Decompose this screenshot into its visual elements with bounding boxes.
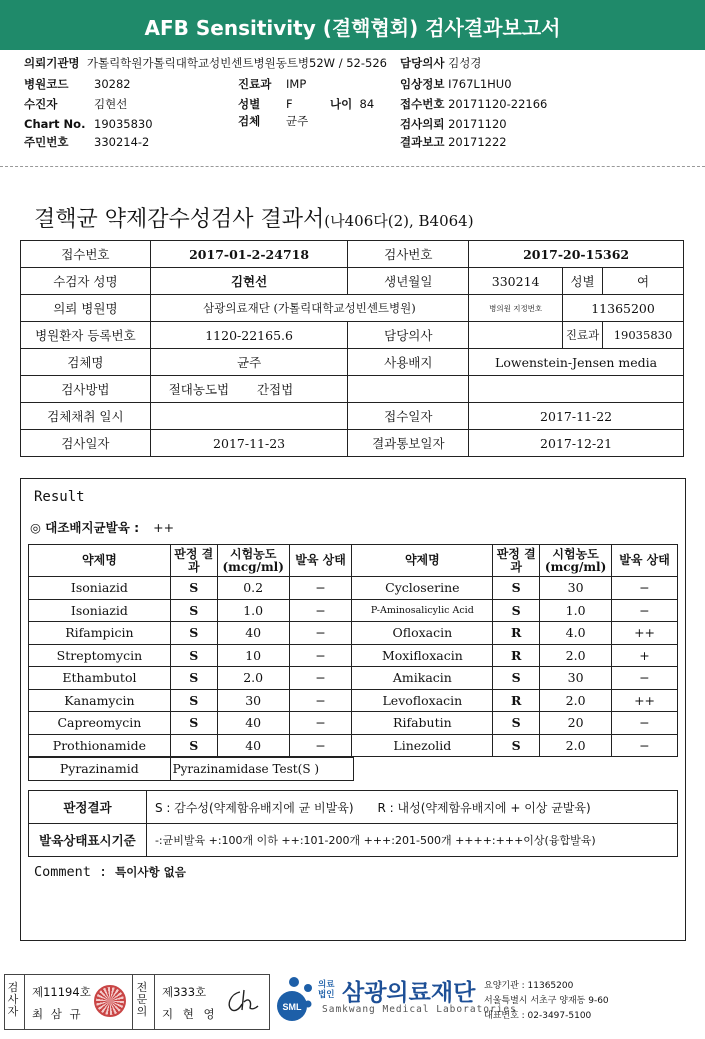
header-judge: 판정 결과 xyxy=(170,545,217,577)
form-label: 검사일자 xyxy=(21,430,151,457)
drug-judge-cell: S xyxy=(493,599,540,622)
drug-row xyxy=(29,599,678,622)
org-prefix: 의료법인 xyxy=(318,980,335,1000)
result-label: Result xyxy=(34,489,85,505)
org-name: 삼광의료재단 xyxy=(342,980,476,1006)
form-designated: 11365200 xyxy=(563,295,684,322)
header-conc: 시험농도 (mcg/ml) xyxy=(540,545,612,577)
drug-judge-cell: S xyxy=(170,599,217,622)
form-label: 접수번호 xyxy=(21,241,151,268)
info-patient: 수진자 xyxy=(24,97,58,111)
drug-conc-cell: 10 xyxy=(217,644,289,667)
drug-judge-cell: S xyxy=(493,734,540,757)
form-empty xyxy=(348,376,469,403)
report-header xyxy=(0,0,705,48)
form-label: 검체명 xyxy=(21,349,151,376)
drug-conc-cell: 2.0 xyxy=(540,734,612,757)
dashed-separator xyxy=(0,166,705,167)
drug-row xyxy=(29,622,678,645)
drug-drug-cell: Ethambutol xyxy=(29,667,171,690)
drug-drug-cell: Streptomycin xyxy=(29,644,171,667)
drug-conc-cell: 1.0 xyxy=(540,599,612,622)
drug-growth-cell: − xyxy=(612,712,678,735)
divider xyxy=(24,974,25,1030)
logo-text: SML xyxy=(282,1002,302,1012)
info-receipt-no: 접수번호 20171120-22166 xyxy=(400,97,548,111)
info-chart-no-value: 19035830 xyxy=(94,117,153,131)
drug-conc-cell: 40 xyxy=(217,712,289,735)
drug-drug-cell: Cycloserine xyxy=(352,577,493,600)
drug-judge-cell: S xyxy=(493,667,540,690)
info-hosp-code-value: 30282 xyxy=(94,77,131,91)
form-label: 의뢰 병원명 xyxy=(21,295,151,322)
drug-conc-cell: 2.0 xyxy=(540,644,612,667)
pza-test: Pyrazinamidase Test(S ) xyxy=(170,758,353,781)
drug-growth-cell: − xyxy=(289,599,352,622)
drug-drug-cell: Isoniazid xyxy=(29,599,171,622)
form-label: 접수일자 xyxy=(348,403,469,430)
drug-drug-cell: Rifampicin xyxy=(29,622,171,645)
form-dept: 19035830 xyxy=(603,322,684,349)
form-label: 수검자 성명 xyxy=(21,268,151,295)
drug-conc-cell: 40 xyxy=(217,734,289,757)
form-label: 진료과 xyxy=(563,322,603,349)
drug-drug-cell: Linezolid xyxy=(352,734,493,757)
form-sex: 여 xyxy=(603,268,684,295)
drug-judge-cell: S xyxy=(170,689,217,712)
drug-growth-cell: − xyxy=(289,577,352,600)
drug-row xyxy=(29,667,678,690)
form-label: 검체채취 일시 xyxy=(21,403,151,430)
drug-drug-cell: Capreomycin xyxy=(29,712,171,735)
drug-conc-cell: 30 xyxy=(540,667,612,690)
form-label: 담당의사 xyxy=(348,322,469,349)
legend-judge-label: 판정결과 xyxy=(29,791,147,824)
header-conc: 시험농도 (mcg/ml) xyxy=(217,545,289,577)
drug-conc-cell: 30 xyxy=(217,689,289,712)
drug-judge-cell: R xyxy=(493,644,540,667)
form-name: 김현선 xyxy=(150,268,348,295)
specialist-name: 지 현 영 xyxy=(162,1007,218,1021)
info-clinical: 임상정보 I767L1HU0 xyxy=(400,77,512,91)
drug-judge-cell: S xyxy=(170,644,217,667)
drug-row xyxy=(29,734,678,757)
header-growth: 발육 상태 xyxy=(612,545,678,577)
drug-conc-cell: 20 xyxy=(540,712,612,735)
pza-table xyxy=(28,757,354,781)
drug-drug-cell: Amikacin xyxy=(352,667,493,690)
form-doctor xyxy=(469,322,563,349)
form-label: 병의원 지정번호 xyxy=(469,295,563,322)
drug-judge-cell: R xyxy=(493,622,540,645)
pza-drug: Pyrazinamid xyxy=(29,758,171,781)
drug-judge-cell: S xyxy=(170,734,217,757)
header-drug: 약제명 xyxy=(352,545,493,577)
drug-conc-cell: 0.2 xyxy=(217,577,289,600)
drug-growth-cell: − xyxy=(612,599,678,622)
info-sex-value: F xyxy=(286,97,293,111)
signature xyxy=(222,986,262,1016)
legend-judge-text: S : 감수성(약제함유배지에 균 비발육) R : 내성(약제함유배지에 + 이상 균발육) xyxy=(146,791,677,824)
form-specimen: 균주 xyxy=(150,349,348,376)
form-hospital: 삼광의료재단 (가톨릭대학교성빈센트병원) xyxy=(150,295,468,322)
inspector-label: 검사자 xyxy=(7,981,19,1018)
drug-growth-cell: − xyxy=(289,622,352,645)
info-age: 나이 84 xyxy=(330,97,375,111)
drug-conc-cell: 40 xyxy=(217,622,289,645)
inspector-no: 제11194호 xyxy=(32,985,91,999)
specialist-label: 전문의 xyxy=(136,981,148,1018)
header-judge: 판정 결과 xyxy=(493,545,540,577)
form-method: 절대농도법 간접법 xyxy=(150,376,348,403)
drug-judge-cell: R xyxy=(493,689,540,712)
info-institution: 의뢰기관명 가톨릭학원가톨릭대학교성빈센트병원동트병52W / 52-526 xyxy=(24,56,387,70)
drug-row xyxy=(29,689,678,712)
form-empty xyxy=(469,376,684,403)
info-specimen: 검체 xyxy=(238,114,261,128)
drug-row xyxy=(29,577,678,600)
info-sex: 성별 xyxy=(238,97,261,111)
document-title: 결핵균 약제감수성검사 결과서(나406다(2), B4064) xyxy=(34,207,474,232)
drug-conc-cell: 30 xyxy=(540,577,612,600)
drug-conc-cell: 2.0 xyxy=(217,667,289,690)
inspector-name: 최 삼 규 xyxy=(32,1007,83,1021)
drug-judge-cell: S xyxy=(493,577,540,600)
drug-row xyxy=(29,712,678,735)
drug-growth-cell: − xyxy=(612,577,678,600)
drug-drug-cell: Ofloxacin xyxy=(352,622,493,645)
drug-judge-cell: S xyxy=(170,667,217,690)
drug-row xyxy=(29,644,678,667)
drug-drug-cell: Kanamycin xyxy=(29,689,171,712)
form-label: 병원환자 등록번호 xyxy=(21,322,151,349)
drug-drug-cell: Isoniazid xyxy=(29,577,171,600)
drug-judge-cell: S xyxy=(170,712,217,735)
form-label: 사용배지 xyxy=(348,349,469,376)
info-chart-no: Chart No. xyxy=(24,117,86,131)
drug-drug-cell: Rifabutin xyxy=(352,712,493,735)
report-title: AFB Sensitivity (결핵협회) 검사결과보고서 xyxy=(144,16,561,40)
info-resident-no: 주민번호 xyxy=(24,135,69,149)
comment: Comment : 특이사항 없음 xyxy=(34,864,186,880)
specialist-no: 제333호 xyxy=(162,985,207,999)
form-label: 검사방법 xyxy=(21,376,151,403)
form-reg: 1120-22165.6 xyxy=(150,322,348,349)
drug-growth-cell: + xyxy=(612,644,678,667)
drug-drug-cell: P-Aminosalicylic Acid xyxy=(352,599,493,622)
info-patient-value: 김현선 xyxy=(94,97,128,111)
control-growth: ◎ 대조배지균발육 : ++ xyxy=(30,520,175,535)
drug-growth-cell: − xyxy=(612,667,678,690)
drug-conc-cell: 4.0 xyxy=(540,622,612,645)
form-test-date: 2017-11-23 xyxy=(150,430,348,457)
drug-growth-cell: − xyxy=(289,712,352,735)
drug-growth-cell: ++ xyxy=(612,689,678,712)
header-divider xyxy=(0,48,705,50)
drug-conc-cell: 1.0 xyxy=(217,599,289,622)
drug-judge-cell: S xyxy=(170,622,217,645)
form-birth: 330214 xyxy=(469,268,563,295)
drug-growth-cell: − xyxy=(289,734,352,757)
drug-drug-cell: Prothionamide xyxy=(29,734,171,757)
form-notify: 2017-12-21 xyxy=(469,430,684,457)
drug-growth-cell: − xyxy=(612,734,678,757)
drug-growth-cell: − xyxy=(289,644,352,667)
org-address: 서울특별시 서초구 양재동 9-60 xyxy=(484,996,609,1006)
drug-conc-cell: 2.0 xyxy=(540,689,612,712)
legend-growth-text: -:균비발육 +:100개 이하 ++:101-200개 +++:201-500개 ++++:+++이상(융합발육) xyxy=(146,824,677,857)
org-english: Samkwang Medical Laboratories xyxy=(322,1004,517,1015)
org-phone: 대표번호 : 02-3497-5100 xyxy=(484,1011,592,1021)
info-doctor: 담당의사 김성경 xyxy=(400,56,482,70)
form-received: 2017-11-22 xyxy=(469,403,684,430)
drug-drug-cell: Moxifloxacin xyxy=(352,644,493,667)
org-care-no: 요양기관 : 11365200 xyxy=(484,981,574,991)
drug-growth-cell: ++ xyxy=(612,622,678,645)
header-drug: 약제명 xyxy=(29,545,171,577)
drug-drug-cell: Levofloxacin xyxy=(352,689,493,712)
form-label: 생년월일 xyxy=(348,268,469,295)
info-report-date: 결과보고 20171222 xyxy=(400,135,507,149)
patient-form-table xyxy=(20,240,684,457)
divider xyxy=(154,974,155,1030)
info-resident-no-value: 330214-2 xyxy=(94,135,150,149)
form-receipt-no: 2017-01-2-24718 xyxy=(150,241,348,268)
info-specimen-value: 균주 xyxy=(286,114,309,128)
info-request-date: 검사의뢰 20171120 xyxy=(400,117,507,131)
divider xyxy=(132,974,133,1030)
drug-growth-cell: − xyxy=(289,667,352,690)
form-label: 검사번호 xyxy=(348,241,469,268)
form-label: 성별 xyxy=(563,268,603,295)
info-dept-value: IMP xyxy=(286,77,307,91)
drug-judge-cell: S xyxy=(170,577,217,600)
header-growth: 발육 상태 xyxy=(289,545,352,577)
inspector-seal xyxy=(94,985,126,1017)
form-test-no: 2017-20-15362 xyxy=(469,241,684,268)
drug-judge-cell: S xyxy=(493,712,540,735)
drug-result-table xyxy=(28,544,678,757)
legend-table xyxy=(28,790,678,857)
legend-growth-label: 발육상태표시기준 xyxy=(29,824,147,857)
sml-logo xyxy=(272,976,316,1026)
info-hosp-code: 병원코드 xyxy=(24,77,69,91)
drug-growth-cell: − xyxy=(289,689,352,712)
form-collect xyxy=(150,403,348,430)
form-media: Lowenstein-Jensen media xyxy=(469,349,684,376)
form-label: 결과통보일자 xyxy=(348,430,469,457)
info-dept: 진료과 xyxy=(238,77,272,91)
